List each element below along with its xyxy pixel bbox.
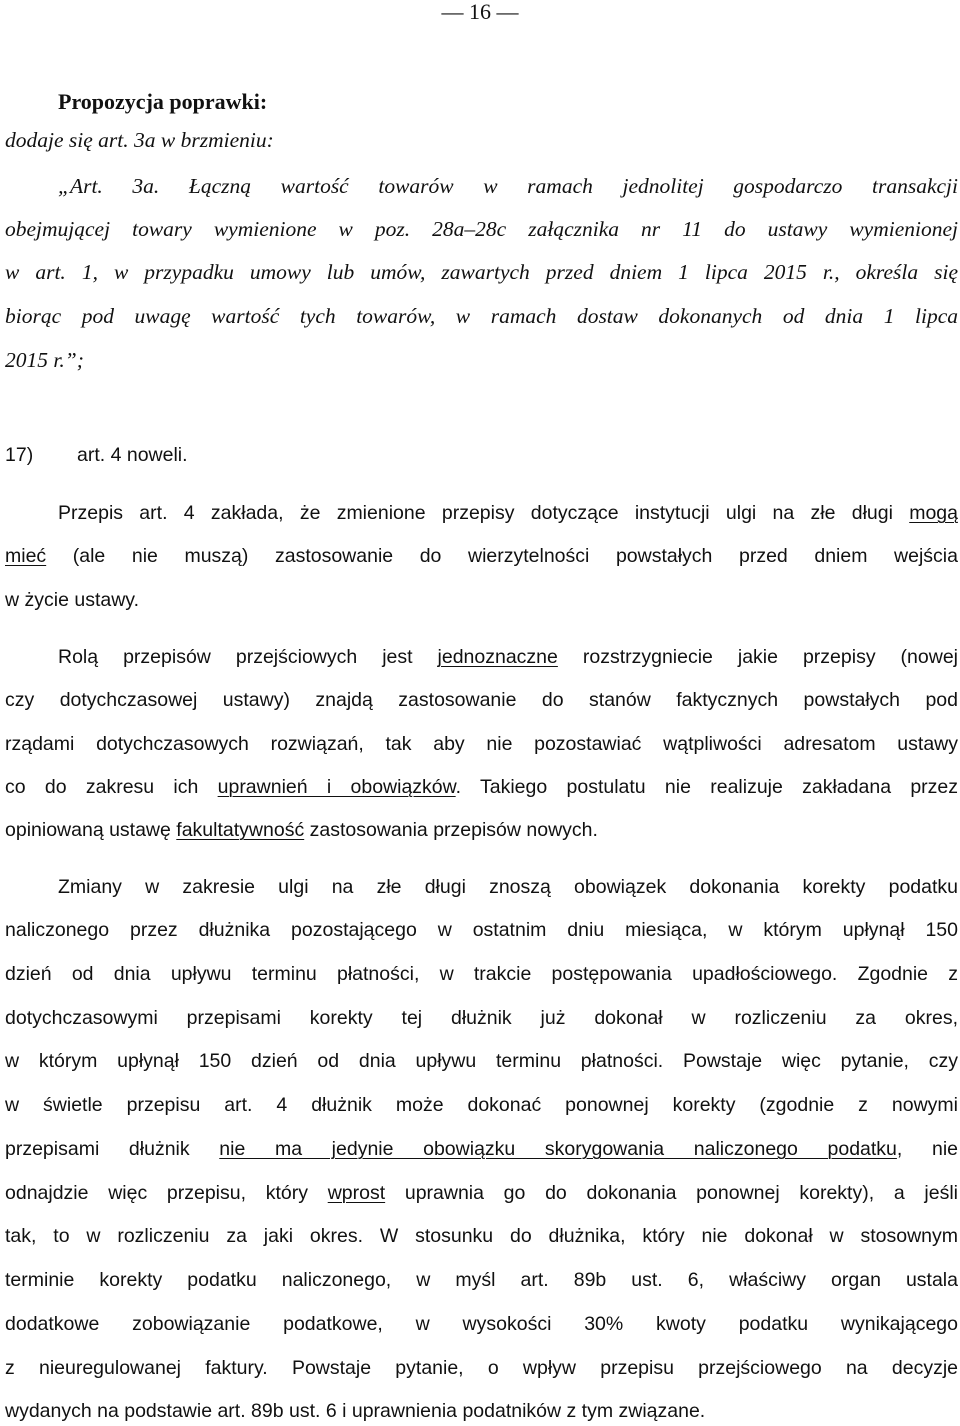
amendment-line: w art. 1, w przypadku umowy lub umów, zawartych przed dniem 1 lipca 2015 r., określa się — [5, 260, 958, 284]
amendment-line: 2015 r.”; — [5, 348, 84, 372]
paragraph-line: Zmiany w zakresie ulgi na złe długi znoszą obowiązek dokonania korekty podatku — [58, 876, 958, 898]
underlined-phrase: mogą — [909, 502, 958, 524]
paragraph-line: opiniowaną ustawę fakultatywność zastosowania przepisów nowych. — [5, 819, 598, 841]
amendment-line: biorąc pod uwagę wartość tych towarów, w ramach dostaw dokonanych od dnia 1 lipca — [5, 304, 958, 328]
paragraph-line: tak, to w rozliczeniu za jaki okres. W stosunku do dłużnika, który nie dokonał w stosownym — [5, 1225, 958, 1247]
paragraph-line: Przepis art. 4 zakłada, że zmienione przepisy dotyczące instytucji ulgi na złe długi mogą — [58, 502, 958, 524]
paragraph-line: naliczonego przez dłużnika pozostającego w ostatnim dniu miesiąca, w którym upłynął 150 — [5, 919, 958, 941]
paragraph-line: dzień od dnia upływu terminu płatności, w trakcie postępowania upadłościowego. Zgodnie z — [5, 963, 958, 985]
paragraph-line: rządami dotychczasowych rozwiązań, tak aby nie pozostawiać wątpliwości adresatom ustawy — [5, 733, 958, 755]
amendment-line: obejmującej towary wymienione w poz. 28a–28c załącznika nr 11 do ustawy wymienionej — [5, 217, 958, 241]
paragraph-line: terminie korekty podatku naliczonego, w myśl art. 89b ust. 6, właściwy organ ustala — [5, 1269, 958, 1291]
paragraph-line: z nieuregulowanej faktury. Powstaje pytanie, o wpływ przepisu przejściowego na decyzje — [5, 1357, 958, 1379]
paragraph-line: przepisami dłużnik nie ma jedynie obowiązku skorygowania naliczonego podatku, nie — [5, 1138, 958, 1160]
paragraph-line: w którym upłynął 150 dzień od dnia upływu terminu płatności. Powstaje więc pytanie, czy — [5, 1050, 958, 1072]
paragraph-line: dodatkowe zobowiązanie podatkowe, w wysokości 30% kwoty podatku wynikającego — [5, 1313, 958, 1335]
item-title: art. 4 noweli. — [77, 444, 188, 466]
paragraph-line: odnajdzie więc przepisu, który wprost uprawnia go do dokonania ponownej korekty), a jeśli — [5, 1182, 958, 1204]
paragraph-line: co do zakresu ich uprawnień i obowiązków. Takiego postulatu nie realizuje zakładana przez — [5, 776, 958, 798]
paragraph-line: Rolą przepisów przejściowych jest jednoznaczne rozstrzygniecie jakie przepisy (nowej — [58, 646, 958, 668]
underlined-phrase: fakultatywność — [176, 819, 305, 841]
item-number: 17) — [5, 444, 34, 466]
amendment-heading: Propozycja poprawki: — [58, 89, 268, 114]
underlined-phrase: uprawnień i obowiązków — [217, 776, 456, 798]
amendment-intro: dodaje się art. 3a w brzmieniu: — [5, 128, 274, 152]
amendment-line: „Art. 3a. Łączną wartość towarów w ramach jednolitej gospodarczo transakcji — [58, 174, 958, 198]
paragraph-line: mieć (ale nie muszą) zastosowanie do wierzytelności powstałych przed dniem wejścia — [5, 545, 958, 567]
underlined-phrase: wprost — [327, 1182, 386, 1204]
paragraph-line: wydanych na podstawie art. 89b ust. 6 i uprawnienia podatników z tym związane. — [5, 1400, 706, 1422]
paragraph-line: w świetle przepisu art. 4 dłużnik może dokonać ponownej korekty (zgodnie z nowymi — [5, 1094, 958, 1116]
paragraph-line: w życie ustawy. — [5, 589, 140, 611]
underlined-phrase: nie ma jedynie obowiązku skorygowania naliczonego podatku — [219, 1138, 897, 1160]
underlined-phrase: jednoznaczne — [437, 646, 558, 668]
paragraph-line: czy dotychczasowej ustawy) znajdą zastosowanie do stanów faktycznych powstałych pod — [5, 689, 958, 711]
page-number: — 16 — — [441, 0, 519, 24]
underlined-phrase: mieć — [5, 545, 47, 567]
paragraph-line: dotychczasowymi przepisami korekty tej dłużnik już dokonał w rozliczeniu za okres, — [5, 1007, 958, 1029]
